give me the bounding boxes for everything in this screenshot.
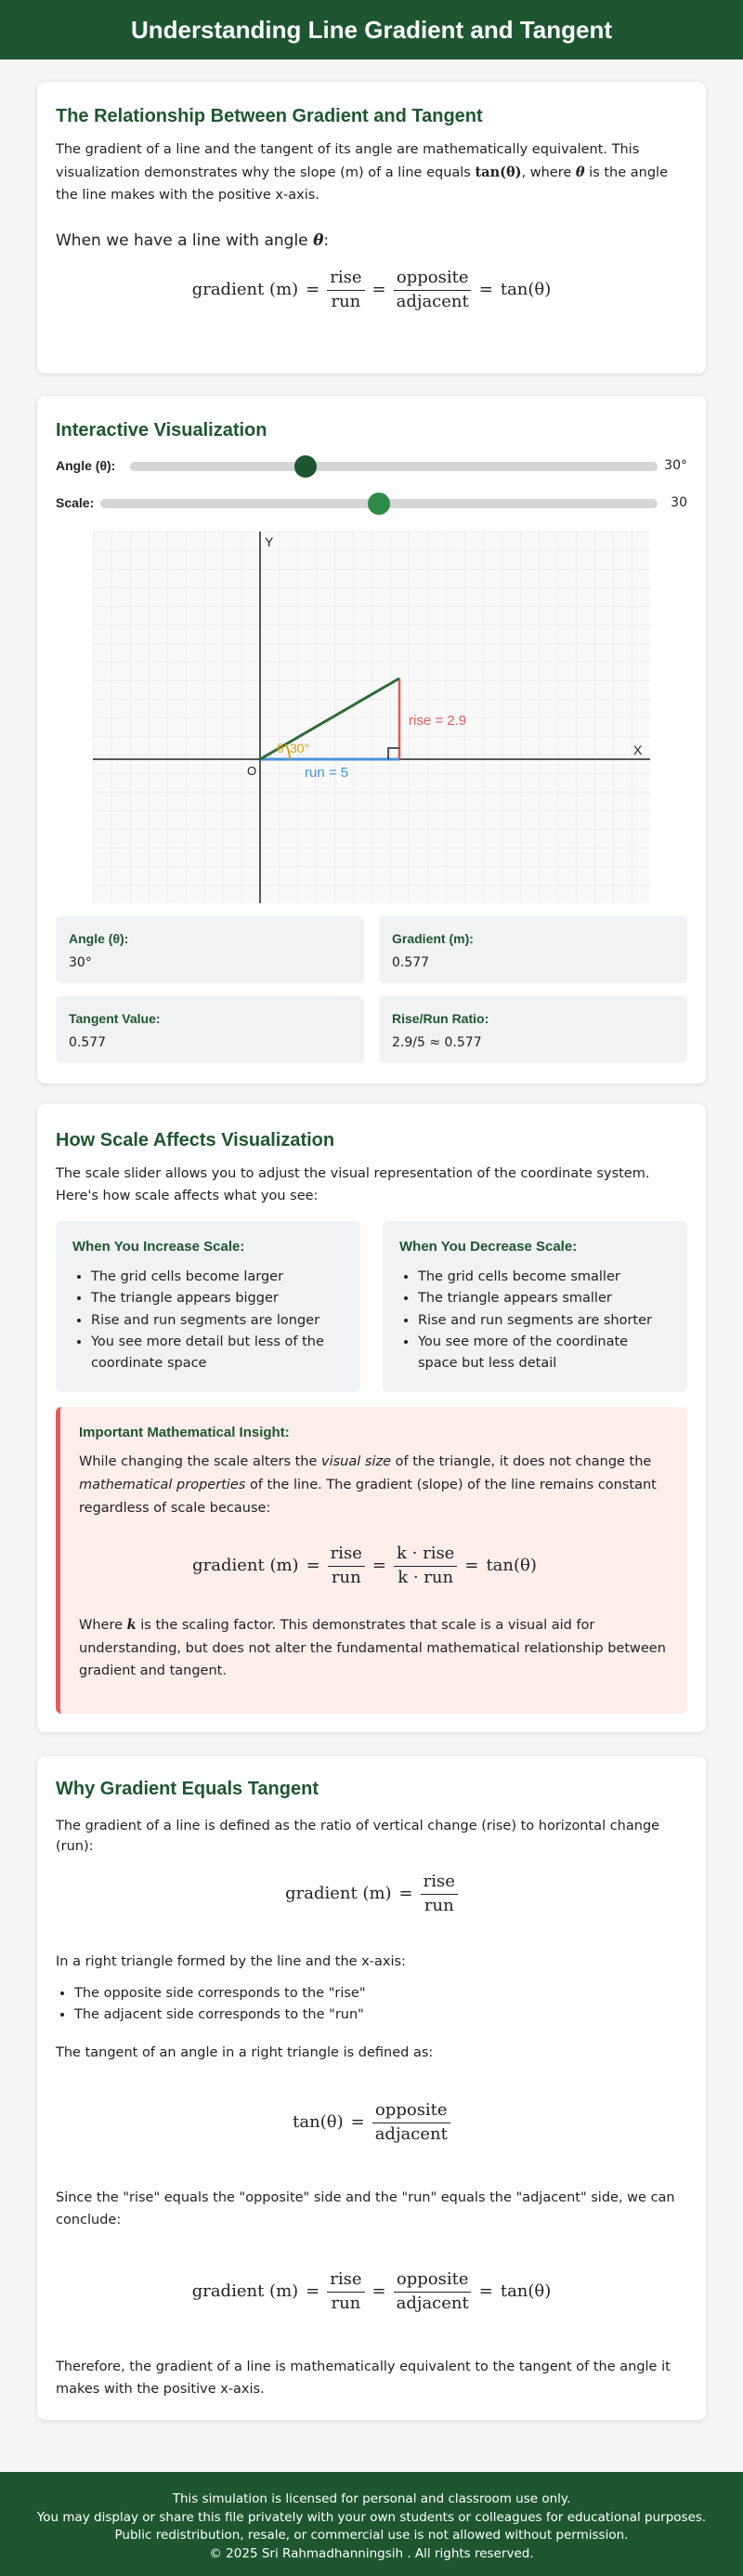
intro-text-2: , where [521, 164, 572, 180]
insight-text [79, 1451, 669, 1519]
list-item: • The triangle appears smaller [418, 1288, 671, 1309]
decrease-scale-title: When You Decrease Scale: [399, 1239, 578, 1255]
eq-gradient-m: gradient (m) [191, 2281, 299, 2302]
info-card-label: Rise/Run Ratio: [392, 1011, 489, 1026]
eq-tan-theta: tan(θ) [500, 2281, 552, 2302]
why-card [37, 1756, 706, 2420]
insight-where-text [79, 1614, 669, 1683]
eq-k-rise: k · rise [394, 1544, 457, 1567]
eq-equals: = [372, 2281, 386, 2302]
eq-frac-rise-run [421, 1872, 458, 1916]
list-item: • The grid cells become smaller [418, 1267, 671, 1288]
eq-equals: = [478, 280, 493, 300]
lead-colon: : [323, 231, 330, 250]
info-card-value: 0.577 [392, 954, 430, 970]
angle-degree-label: 30° [290, 741, 310, 756]
why-list [56, 1983, 366, 2026]
scale-card [37, 1104, 706, 1732]
eq-frac-rise-run [328, 1544, 365, 1588]
footer-line: You may display or share this file privately with your own students or colleagues for educational purposes. [36, 2509, 707, 2525]
eq-rise: rise [421, 1872, 458, 1895]
increase-scale-box [56, 1221, 360, 1392]
info-card-angle [56, 916, 364, 983]
list-item: • You see more detail but less of the coordinate space [91, 1332, 344, 1374]
eq-opposite: opposite [394, 268, 472, 291]
list-item: • Rise and run segments are longer [91, 1310, 344, 1332]
footer-line: Public redistribution, resale, or commercial use is not allowed without permission. [114, 2528, 629, 2543]
why-title: Why Gradient Equals Tangent [56, 1779, 319, 1799]
list-item: • Rise and run segments are shorter [418, 1310, 671, 1332]
eq-rise: rise [327, 268, 364, 291]
eq-tan-theta: tan(θ) [293, 2112, 344, 2133]
insight-text-2: of the triangle, it does not change the [395, 1454, 652, 1470]
equation-gradient-def [37, 1872, 706, 1916]
eq-equals: = [372, 280, 386, 300]
footer-copyright: © 2025 Sri Rahmadhanningsih . All rights reserved. [209, 2545, 534, 2561]
eq-equals: = [464, 1556, 479, 1576]
insight-text-1: While changing the scale alters the [79, 1454, 318, 1470]
y-axis-label: Y [265, 534, 274, 549]
insight-title: Important Mathematical Insight: [79, 1425, 290, 1440]
insight-box [56, 1407, 687, 1714]
list-item: • You see more of the coordinate space but less detail [418, 1332, 671, 1374]
angle-theta-label: θ [277, 741, 284, 756]
relationship-card [37, 82, 706, 374]
list-item: • The opposite side corresponds to the "rise" [74, 1983, 366, 2004]
where-text-1: Where [79, 1618, 124, 1634]
page-footer [0, 2472, 743, 2576]
info-card-value: 30° [69, 954, 92, 970]
eq-gradient-m: gradient (m) [285, 1884, 392, 1904]
why-p2: In a right triangle formed by the line and the x-axis: [56, 1954, 406, 1969]
decrease-scale-box [383, 1221, 687, 1392]
equation-gradient-tan [37, 268, 706, 312]
why-p5: Therefore, the gradient of a line is mathematically equivalent to the tangent of the angle it makes with the positive x-axis. [56, 2359, 671, 2397]
rise-label: rise = 2.9 [409, 713, 467, 729]
insight-text-3: of the line. The gradient (slope) of the line remains constant regardless of scale because: [79, 1477, 657, 1516]
decrease-scale-list [399, 1267, 671, 1374]
scale-slider-value: 30 [671, 495, 687, 511]
coordinate-graph [93, 532, 650, 903]
eq-frac-rise-run [327, 268, 364, 312]
info-card-label: Gradient (m): [392, 931, 474, 946]
interactive-title: Interactive Visualization [56, 420, 267, 440]
eq-gradient-m: gradient (m) [191, 280, 299, 300]
angle-slider-row [56, 455, 687, 478]
eq-equals: = [306, 2281, 320, 2302]
eq-run: run [331, 291, 361, 311]
equation-conclusion [37, 2269, 706, 2314]
eq-run: run [424, 1895, 454, 1915]
eq-rise: rise [328, 1544, 365, 1567]
x-axis-label: X [633, 743, 643, 757]
why-p1: The gradient of a line is defined as the ratio of vertical change (rise) to horizontal change (run): [56, 1819, 660, 1855]
angle-slider-label: Angle (θ): [56, 458, 116, 474]
why-p3: The tangent of an angle in a right triangle is defined as: [56, 2045, 434, 2060]
eq-adjacent: adjacent [396, 2293, 469, 2313]
eq-equals: = [306, 1556, 320, 1576]
eq-frac-opp-adj [394, 2269, 472, 2314]
page-header [0, 0, 743, 59]
eq-k-run: k · run [398, 1567, 454, 1587]
eq-frac-rise-run [327, 2269, 364, 2314]
scale-slider-label: Scale: [56, 495, 95, 511]
list-item: • The grid cells become larger [91, 1267, 344, 1288]
eq-equals: = [478, 2281, 493, 2302]
lead-text: When we have a line with angle [56, 231, 308, 250]
eq-opposite: opposite [394, 2269, 472, 2293]
lead-theta: θ [313, 231, 324, 250]
eq-equals: = [306, 280, 320, 300]
page-title: Understanding Line Gradient and Tangent [130, 15, 613, 44]
eq-tan-theta: tan(θ) [500, 280, 552, 300]
eq-opposite: opposite [372, 2100, 450, 2123]
list-item: • The adjacent side corresponds to the "run" [74, 2004, 366, 2026]
where-k: k [126, 1617, 137, 1634]
why-p4: Since the "rise" equals the "opposite" side and the "run" equals the "adjacent" side, we can conclude: [56, 2190, 675, 2228]
angle-slider-value: 30° [664, 458, 687, 474]
equation-scale-invariance [60, 1544, 669, 1588]
eq-run: run [331, 1567, 361, 1587]
angle-slider-thumb[interactable] [294, 455, 317, 478]
info-card-label: Tangent Value: [69, 1011, 161, 1026]
insight-em-math-properties: mathematical properties [79, 1477, 246, 1492]
intro-text-1: The gradient of a line and the tangent of its angle are mathematically equivalent. This visualization demonstrates why the slope (m) of a line equals [56, 142, 640, 180]
eq-equals: = [350, 2112, 365, 2133]
eq-adjacent: adjacent [396, 291, 469, 311]
angle-slider[interactable] [130, 462, 658, 471]
relationship-intro [56, 139, 687, 207]
scale-title: How Scale Affects Visualization [56, 1130, 335, 1150]
eq-frac-opp-adj [394, 268, 472, 312]
info-card-rise-run [379, 996, 687, 1063]
increase-scale-title: When You Increase Scale: [72, 1239, 245, 1255]
intro-text-3: is the angle the line makes with the positive x-axis. [56, 164, 668, 203]
info-card-label: Angle (θ): [69, 931, 129, 946]
increase-scale-list [72, 1267, 344, 1374]
graph-grid [93, 532, 650, 903]
eq-frac-opp-adj [372, 2100, 450, 2145]
equation-tan-def [37, 2100, 706, 2145]
insight-em-visual-size: visual size [321, 1454, 392, 1470]
scale-slider-row [56, 493, 687, 515]
eq-tan-theta: tan(θ) [486, 1556, 537, 1576]
eq-gradient-m: gradient (m) [192, 1556, 299, 1576]
list-item: • The triangle appears bigger [91, 1288, 344, 1309]
intro-tan: tan(θ) [475, 164, 522, 180]
origin-label: O [247, 764, 257, 778]
run-label: run = 5 [305, 765, 349, 781]
info-card-tangent [56, 996, 364, 1063]
info-card-gradient [379, 916, 687, 983]
relationship-title: The Relationship Between Gradient and Tangent [56, 106, 483, 126]
eq-equals: = [398, 1884, 413, 1904]
scale-intro: The scale slider allows you to adjust the visual representation of the coordinate system. Here's how scale affects what you see: [56, 1166, 650, 1203]
info-card-value: 0.577 [69, 1034, 107, 1050]
scale-slider[interactable] [100, 499, 658, 508]
footer-line: This simulation is licensed for personal and classroom use only. [172, 2491, 571, 2506]
scale-slider-thumb[interactable] [368, 493, 390, 515]
eq-equals: = [372, 1556, 387, 1576]
eq-adjacent: adjacent [374, 2123, 448, 2144]
info-card-value: 2.9/5 ≈ 0.577 [392, 1034, 482, 1050]
eq-run: run [331, 2293, 361, 2313]
eq-rise: rise [327, 2269, 364, 2293]
where-text-2: is the scaling factor. This demonstrates that scale is a visual aid for understanding, but does not alter the fundamental mathematical relationship between gradient and tangent. [79, 1618, 666, 1679]
eq-frac-k [394, 1544, 457, 1588]
interactive-card [37, 396, 706, 1084]
relationship-lead [56, 229, 329, 253]
intro-theta: θ [575, 164, 585, 180]
